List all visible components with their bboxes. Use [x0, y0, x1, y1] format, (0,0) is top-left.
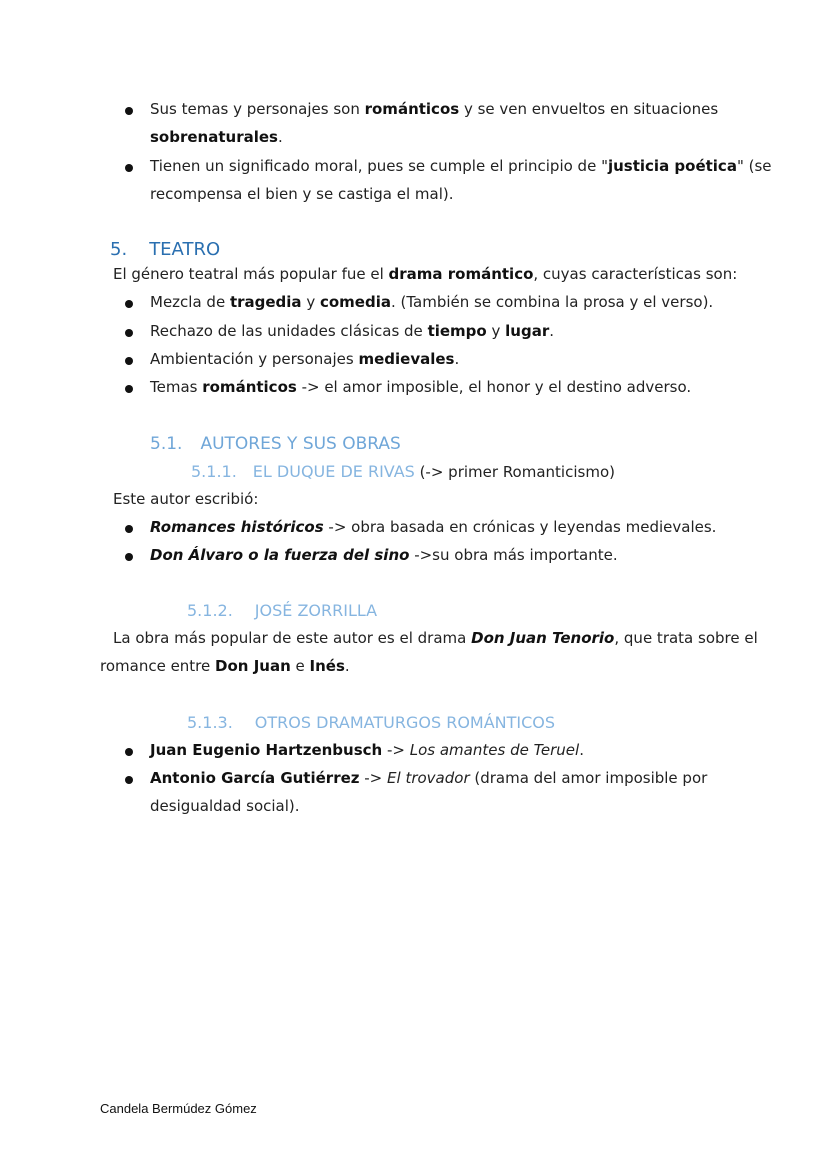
bullet-dot: [125, 107, 133, 115]
paragraph: Este autor escribió:: [113, 490, 259, 508]
footer-author: Candela Bermúdez Gómez: [100, 1101, 257, 1116]
list-item: Mezcla de tragedia y comedia. (También se combina la prosa y el verso).: [150, 293, 714, 311]
bullet-dot: [125, 300, 133, 308]
list-item: Temas románticos -> el amor imposible, el honor y el destino adverso.: [150, 378, 692, 396]
bullet-dot: [125, 553, 133, 561]
bullet-dot: [125, 357, 133, 365]
list-item: Romances históricos -> obra basada en crónicas y leyendas medievales.: [150, 518, 717, 536]
paragraph-continuation: romance entre Don Juan e Inés.: [100, 657, 350, 675]
list-item: Rechazo de las unidades clásicas de tiempo y lugar.: [150, 322, 555, 340]
section-heading: 5. TEATRO: [110, 239, 221, 260]
list-item: Juan Eugenio Hartzenbusch -> Los amantes de Teruel.: [150, 741, 584, 759]
list-item-continuation: recompensa el bien y se castiga el mal).: [150, 185, 454, 203]
list-item: Tienen un significado moral, pues se cumple el principio de "justicia poética" (se: [150, 157, 772, 175]
list-item: Antonio García Gutiérrez -> El trovador (drama del amor imposible por: [150, 769, 708, 787]
subsubsection-heading: 5.1.1. EL DUQUE DE RIVAS (-> primer Romanticismo): [191, 462, 615, 481]
bullet-dot: [125, 385, 133, 393]
list-item: Don Álvaro o la fuerza del sino ->su obra más importante.: [150, 546, 618, 564]
bullet-dot: [125, 164, 133, 172]
subsubsection-heading: 5.1.2. JOSÉ ZORRILLA: [187, 601, 378, 620]
subsubsection-heading: 5.1.3. OTROS DRAMATURGOS ROMÁNTICOS: [187, 713, 556, 732]
list-item-continuation: sobrenaturales.: [150, 128, 283, 146]
paragraph: La obra más popular de este autor es el drama Don Juan Tenorio, que trata sobre el: [113, 629, 758, 647]
bullet-dot: [125, 525, 133, 533]
section-intro: El género teatral más popular fue el drama romántico, cuyas características son:: [113, 265, 738, 283]
list-item: Sus temas y personajes son románticos y se ven envueltos en situaciones: [150, 100, 719, 118]
list-item-continuation: desigualdad social).: [150, 797, 300, 815]
list-item: Ambientación y personajes medievales.: [150, 350, 460, 368]
bullet-dot: [125, 748, 133, 756]
subsection-heading: 5.1. AUTORES Y SUS OBRAS: [150, 434, 401, 454]
bullet-dot: [125, 329, 133, 337]
bullet-dot: [125, 776, 133, 784]
